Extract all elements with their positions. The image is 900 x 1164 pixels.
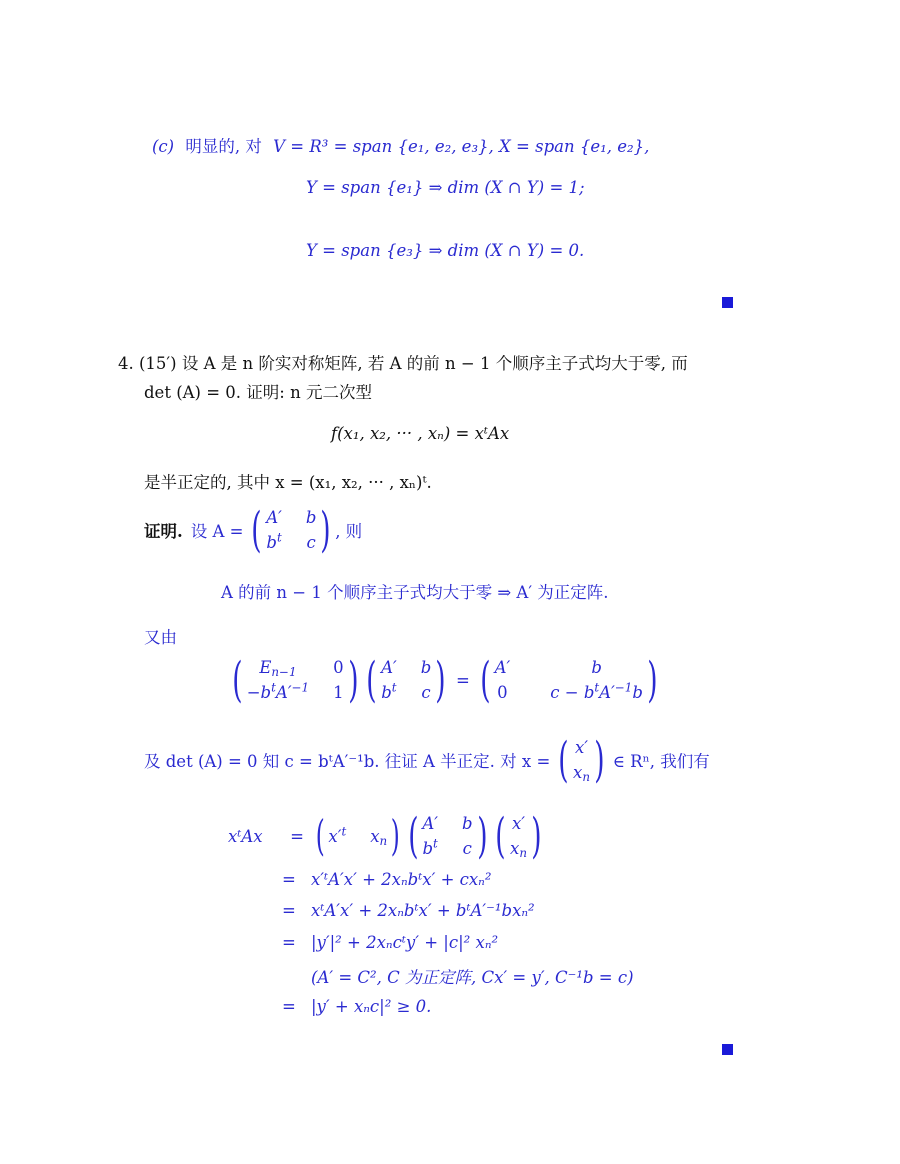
part-c-math: V = R³ = span {e₁, e₂, e₃}, X = span {e₁, e₂}, — [273, 137, 650, 156]
det-line — [144, 732, 710, 788]
chain-note: (A′ = C², C 为正定阵, Cx′ = y′, C⁻¹b = c) — [311, 968, 634, 987]
problem-statement-2: det (A) = 0. 证明: n 元二次型 — [144, 383, 372, 402]
det-line-text-2: ∈ Rⁿ, 我们有 — [612, 752, 710, 771]
column-vector-x: ( x′ $x_n$ ) — [495, 808, 542, 864]
block-elimination-equation: ( $E_{n-1}$ 0 $-b^tA'^{-1}$ 1 ) ( A′ b $b^t$ c ) = ( A′ b 0 $c - b^tA'^{-1}b$ ) — [228, 656, 662, 704]
chain-step-2: x′ᵗA′x′ + 2xₙbᵗx′ + cxₙ² — [311, 870, 492, 889]
qed-mark-2 — [722, 1044, 733, 1055]
part-c-line2: Y = span {e₁} ⇒ dim (X ∩ Y) = 1; — [306, 178, 585, 197]
problem4-line1 — [118, 350, 688, 374]
proof-intro-line — [144, 502, 363, 558]
part-c-line3: Y = span {e₃} ⇒ dim (X ∩ Y) = 0. — [306, 241, 585, 260]
result-matrix: ( A′ b 0 $c - b^tA'^{-1}b$ ) — [480, 652, 658, 708]
part-c-label: (c) — [152, 137, 175, 156]
problem-number: 4. — [118, 354, 134, 373]
part-c-line1 — [152, 133, 649, 157]
chain-lhs: xᵗAx — [228, 826, 263, 846]
elimination-matrix: ( $E_{n-1}$ 0 $-b^tA'^{-1}$ 1 ) — [232, 652, 359, 708]
proof-label: 证明. — [144, 522, 183, 541]
vector-x: ( x′ $x_n$ ) — [558, 732, 605, 788]
qed-mark-1 — [722, 297, 733, 308]
problem-points: (15′) — [139, 354, 177, 373]
matrix-A-block: ( A′ b $b^t$ c ) — [251, 502, 331, 558]
matrix-A: ( A′ b $b^t$ c ) — [366, 652, 446, 708]
chain-step-5: |y′ + xₙc|² ≥ 0. — [311, 997, 432, 1016]
chain-row-1: xᵗAx = ( $x'^t$ $x_n$ ) ( A′ b $b^t$ c ) ( x′ $x_n$ ) — [228, 812, 546, 860]
eq-sign-5: = — [282, 997, 296, 1016]
proof-claim: A 的前 n − 1 个顺序主子式均大于零 ⇒ A′ 为正定阵. — [221, 583, 609, 602]
proof-then: , 则 — [335, 522, 363, 541]
det-line-text-1: 及 det (A) = 0 知 c = bᵗA′⁻¹b. 往证 A 半正定. 对 x = — [144, 752, 551, 771]
chain-step-3: xᵗA′x′ + 2xₙbᵗx′ + bᵗA′⁻¹bxₙ² — [311, 901, 535, 920]
problem-formula: f(x₁, x₂, ··· , xₙ) = xᵗAx — [331, 424, 510, 443]
problem-statement-1: 设 A 是 n 阶实对称矩阵, 若 A 的前 n − 1 个顺序主子式均大于零, 而 — [181, 354, 688, 373]
chain-step-4: |y′|² + 2xₙcᵗy′ + |c|² xₙ² — [311, 933, 499, 952]
part-c-intro: 明显的, 对 — [185, 137, 262, 156]
eq-sign-3: = — [282, 901, 296, 920]
eq-sign-4: = — [282, 933, 296, 952]
proof-intro: 设 A = — [190, 522, 244, 541]
eq-sign-2: = — [282, 870, 296, 889]
row-vector-x: ( $x'^t$ $x_n$ ) — [315, 811, 400, 860]
problem-statement-3: 是半正定的, 其中 x = (x₁, x₂, ··· , xₙ)ᵗ. — [144, 473, 432, 492]
proof-also: 又由 — [144, 628, 177, 647]
matrix-A-chain: ( A′ b $b^t$ c ) — [407, 808, 488, 864]
